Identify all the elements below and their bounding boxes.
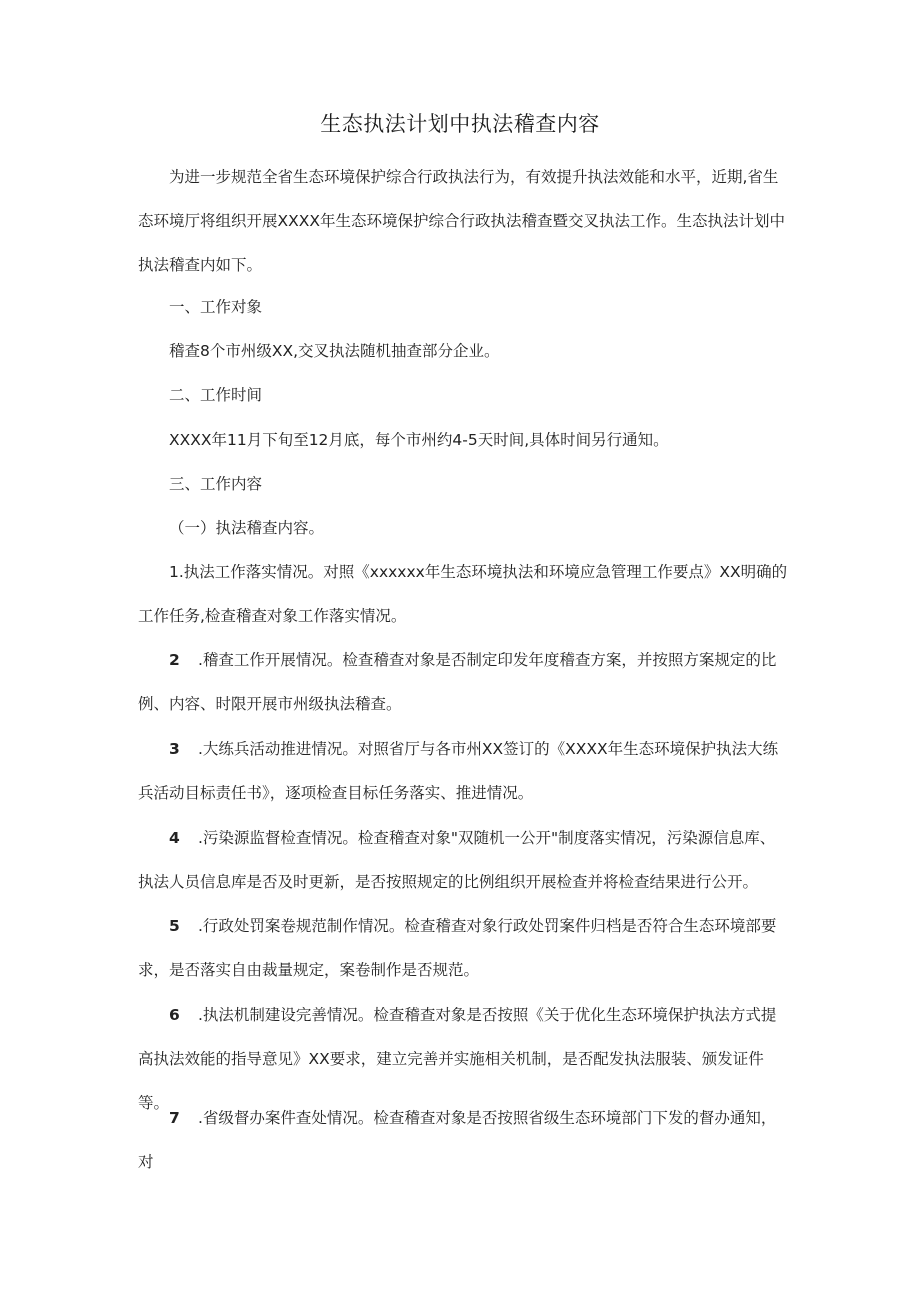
section-2-heading: 二、工作时间 (169, 386, 263, 404)
section-3-heading: 三、工作内容 (169, 475, 263, 493)
list-item (138, 816, 790, 904)
list-item (138, 727, 790, 815)
list-item-number: 7 (169, 1109, 180, 1127)
list-item-text: 1.执法工作落实情况。对照《xxxxxx年生态环境执法和环境应急管理工作要点》XX明确的工作任务,检查稽查对象工作落实情况。 (138, 563, 788, 625)
list-item-number: 4 (169, 829, 180, 847)
list-item (138, 904, 790, 992)
list-item-number: 5 (169, 917, 180, 935)
list-item-number: 3 (169, 740, 180, 758)
list-item-text: .稽查工作开展情况。检查稽查对象是否制定印发年度稽查方案，并按照方案规定的比例、内容、时限开展市州级执法稽查。 (138, 651, 777, 713)
list-item-text: .省级督办案件查处情况。检查稽查对象是否按照省级生态环境部门下发的督办通知，对 (138, 1109, 777, 1171)
list-item (138, 550, 790, 638)
list-item-text: .行政处罚案卷规范制作情况。检查稽查对象行政处罚案件归档是否符合生态环境部要求，是否落实自由裁量规定，案卷制作是否规范。 (138, 917, 777, 979)
section-3-subheading: （一）执法稽查内容。 (169, 519, 325, 537)
list-item-number: 6 (169, 1006, 180, 1024)
section-1-text: 稽查8个市州级XX,交叉执法随机抽查部分企业。 (169, 342, 500, 360)
intro-paragraph: 为进一步规范全省生态环境保护综合行政执法行为，有效提升执法效能和水平，近期,省生态环境厅将组织开展XXXX年生态环境保护综合行政执法稽查暨交叉执法工作。生态执法计划中执法稽查内如下。 (138, 168, 785, 274)
list-item (138, 1096, 790, 1184)
page-title: 生态执法计划中执法稽查内容 (320, 112, 600, 136)
list-item-number: 2 (169, 651, 180, 669)
section-1-heading: 一、工作对象 (169, 298, 263, 316)
list-item-text: .大练兵活动推进情况。对照省厅与各市州XX签订的《XXXX年生态环境保护执法大练兵活动目标责任书》，逐项检查目标任务落实、推进情况。 (138, 740, 779, 802)
list-item-text: .执法机制建设完善情况。检查稽查对象是否按照《关于优化生态环境保护执法方式提高执法效能的指导意见》XX要求，建立完善并实施相关机制，是否配发执法服装、颁发证件等。 (138, 1006, 777, 1112)
list-item-text: .污染源监督检查情况。检查稽查对象"双随机一公开"制度落实情况，污染源信息库、执法人员信息库是否及时更新，是否按照规定的比例组织开展检查并将检查结果进行公开。 (138, 829, 776, 891)
section-2-text: XXXX年11月下旬至12月底，每个市州约4-5天时间,具体时间另行通知。 (169, 431, 669, 449)
list-item (138, 638, 790, 726)
